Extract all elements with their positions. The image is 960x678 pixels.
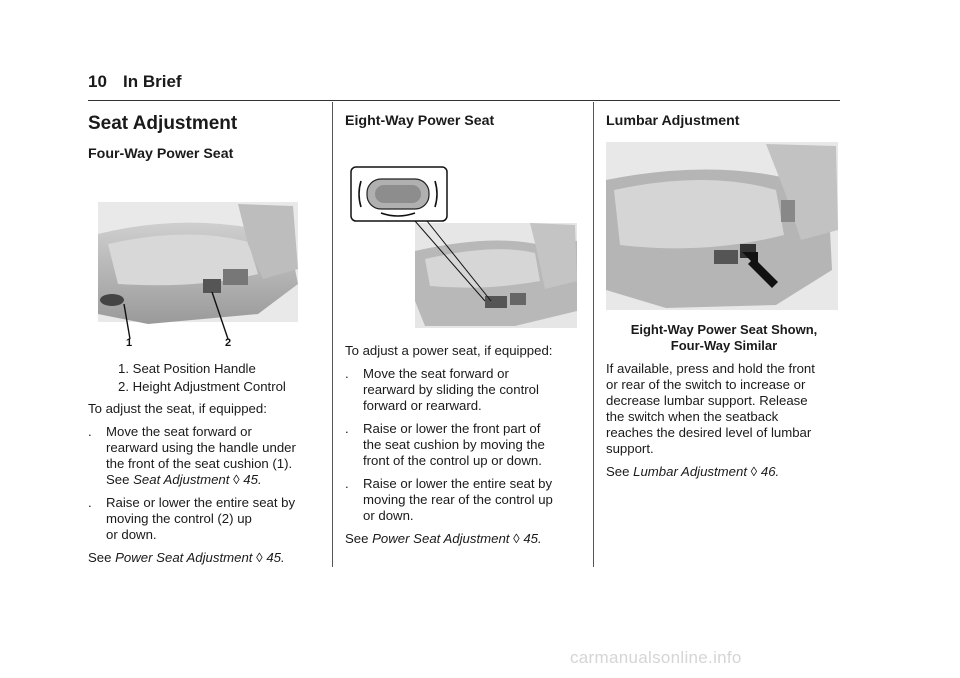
eight-way-heading: Eight-Way Power Seat — [345, 113, 495, 129]
column-lumbar — [606, 105, 842, 480]
body-line: the switch when the seatback — [606, 409, 779, 424]
bullet-line: or down. — [106, 527, 157, 542]
cross-reference-link[interactable]: Seat Adjustment — [133, 472, 230, 487]
four-way-seat-illustration — [88, 174, 320, 349]
cross-reference-link[interactable]: Power Seat Adjustment — [372, 531, 510, 546]
body-line: support. — [606, 441, 654, 456]
seat-legend — [88, 361, 320, 395]
figure-caption — [606, 322, 842, 354]
bullet-item — [345, 421, 583, 469]
bullet-line: Move the seat forward or — [363, 366, 509, 381]
cross-reference-link[interactable]: Lumbar Adjustment — [633, 464, 747, 479]
bullet-item: . Move the seat forward or rearward using the handle under the front of the seat cushion (1). See Seat Adjustment ◊ 45. — [88, 424, 320, 488]
column-eight-way — [345, 105, 583, 547]
legend-item: 2. Height Adjustment Control — [118, 379, 286, 394]
bullet-line: the front of the seat cushion (1). — [106, 456, 293, 471]
page-number: 10 — [88, 72, 107, 91]
bullet-item — [345, 366, 583, 414]
bullet-line: the seat cushion by moving the — [363, 437, 545, 452]
legend-item: 1. Seat Position Handle — [118, 361, 256, 376]
watermark-text: carmanualsonline.info — [570, 648, 742, 667]
seat-adjustment-heading: Seat Adjustment — [88, 113, 238, 134]
ref-symbol: ◊ — [750, 464, 758, 479]
see-label: See — [106, 472, 134, 487]
bullet-line: moving the rear of the control up — [363, 492, 553, 507]
section-title: In Brief — [123, 72, 182, 91]
body-line: reaches the desired level of lumbar — [606, 425, 812, 440]
lumbar-body — [606, 361, 842, 457]
eight-way-seat-illustration — [345, 141, 583, 333]
ref-page-number[interactable]: 46 — [760, 464, 776, 479]
intro-text: To adjust a power seat, if equipped: — [345, 343, 553, 358]
bullet-line: rearward using the handle under — [106, 440, 296, 455]
cross-reference-link[interactable]: Power Seat Adjustment — [115, 550, 253, 565]
bullet-mark: . — [345, 476, 349, 491]
bullet-mark: . — [345, 366, 349, 381]
body-line: If available, press and hold the front — [606, 361, 815, 376]
ref-page-number[interactable]: 45 — [243, 472, 258, 487]
bullet-mark: . — [88, 424, 92, 439]
page-header — [88, 70, 840, 101]
see-label: See — [606, 464, 634, 479]
see-label: See — [88, 550, 116, 565]
bullet-item — [88, 495, 320, 543]
bullet-line: Raise or lower the entire seat by — [363, 476, 553, 491]
callout-2: 2 — [225, 337, 232, 349]
bullet-item — [345, 476, 583, 524]
ref-page-number[interactable]: 45 — [523, 531, 539, 546]
body-line: or rear of the switch to increase or — [606, 377, 806, 392]
see-reference: See Lumbar Adjustment ◊ 46. — [606, 464, 780, 479]
intro-text: To adjust the seat, if equipped: — [88, 401, 267, 416]
bullet-mark: . — [345, 421, 349, 436]
caption-line: Eight-Way Power Seat Shown, — [630, 322, 818, 337]
bullet-line: forward or rearward. — [363, 398, 482, 413]
bullet-mark: . — [88, 495, 92, 510]
ref-symbol: ◊ — [256, 550, 263, 565]
bullet-line: Raise or lower the front part of — [363, 421, 541, 436]
callout-1: 1 — [126, 337, 133, 349]
lumbar-heading: Lumbar Adjustment — [606, 113, 740, 129]
bullet-line: Raise or lower the entire seat by — [106, 495, 296, 510]
bullet-line: rearward by sliding the control — [363, 382, 539, 397]
ref-symbol: ◊ — [233, 472, 240, 487]
see-label: See — [345, 531, 373, 546]
caption-line: Four-Way Similar — [670, 338, 778, 353]
lumbar-seat-illustration — [606, 140, 842, 312]
see-reference: See Power Seat Adjustment ◊ 45. — [88, 550, 285, 565]
bullet-line: moving the control (2) up — [106, 511, 252, 526]
four-way-heading: Four-Way Power Seat — [88, 146, 234, 162]
ref-symbol: ◊ — [513, 531, 520, 546]
ref-page-number[interactable]: 45 — [266, 550, 282, 565]
see-reference: See Power Seat Adjustment ◊ 45. — [345, 531, 542, 546]
bullet-line: front of the control up or down. — [363, 453, 542, 468]
column-divider-2 — [593, 102, 594, 567]
bullet-line: or down. — [363, 508, 414, 523]
bullet-line: Move the seat forward or — [106, 424, 252, 439]
column-seat-adjustment — [88, 105, 320, 566]
body-line: decrease lumbar support. Release — [606, 393, 808, 408]
column-divider-1 — [332, 102, 333, 567]
